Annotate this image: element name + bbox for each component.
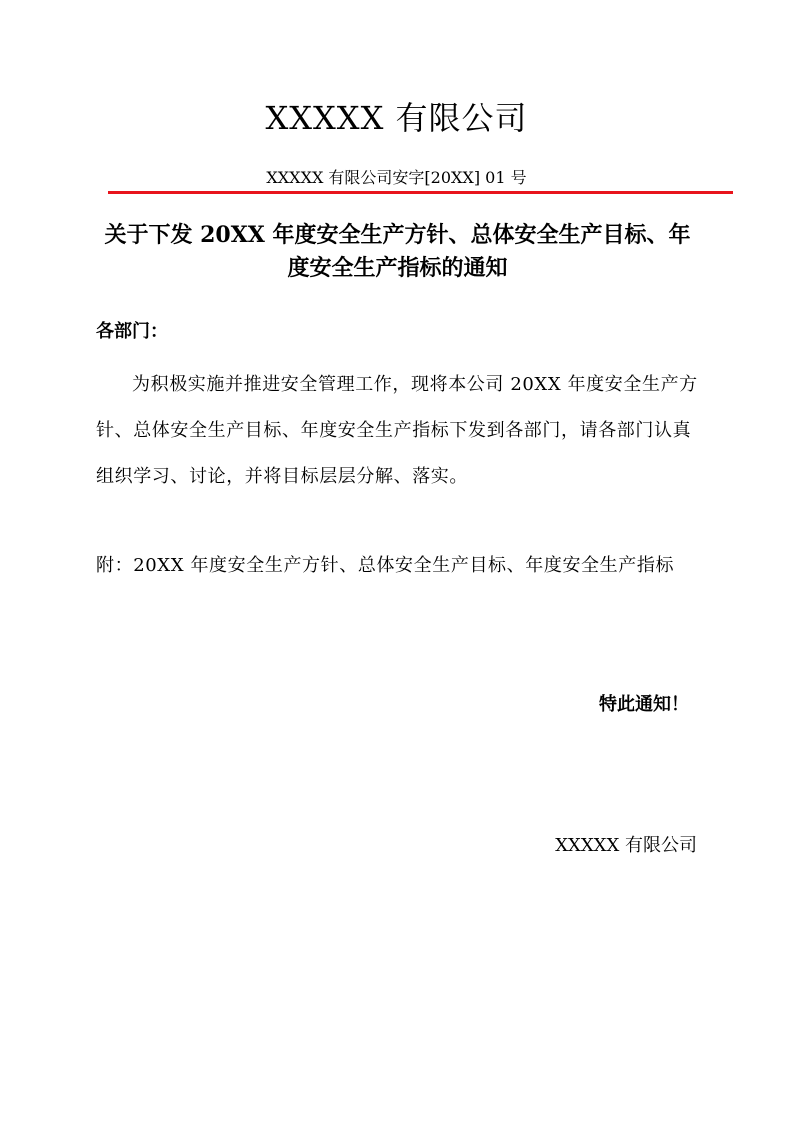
notice-title: 关于下发 20XX 年度安全生产方针、总体安全生产目标、年度安全生产指标的通知	[104, 222, 691, 281]
salutation: 各部门：	[96, 321, 168, 342]
red-header-rule	[108, 191, 733, 194]
closing-phrase: 特此通知！	[599, 694, 689, 715]
company-title: XXXXX 有限公司	[265, 99, 528, 137]
signature-company: XXXXX 有限公司	[555, 835, 697, 856]
body-paragraph: 为积极实施并推进安全管理工作，现将本公司 20XX 年度安全生产方针、总体安全生产目标、年度安全生产指标下发到各部门，请各部门认真组织学习、讨论，并将目标层层分解、落实。	[96, 374, 698, 487]
document-number: XXXXX 有限公司安字[20XX] 01 号	[266, 168, 527, 187]
attachment-note: 附：20XX 年度安全生产方针、总体安全生产目标、年度安全生产指标	[96, 555, 675, 576]
